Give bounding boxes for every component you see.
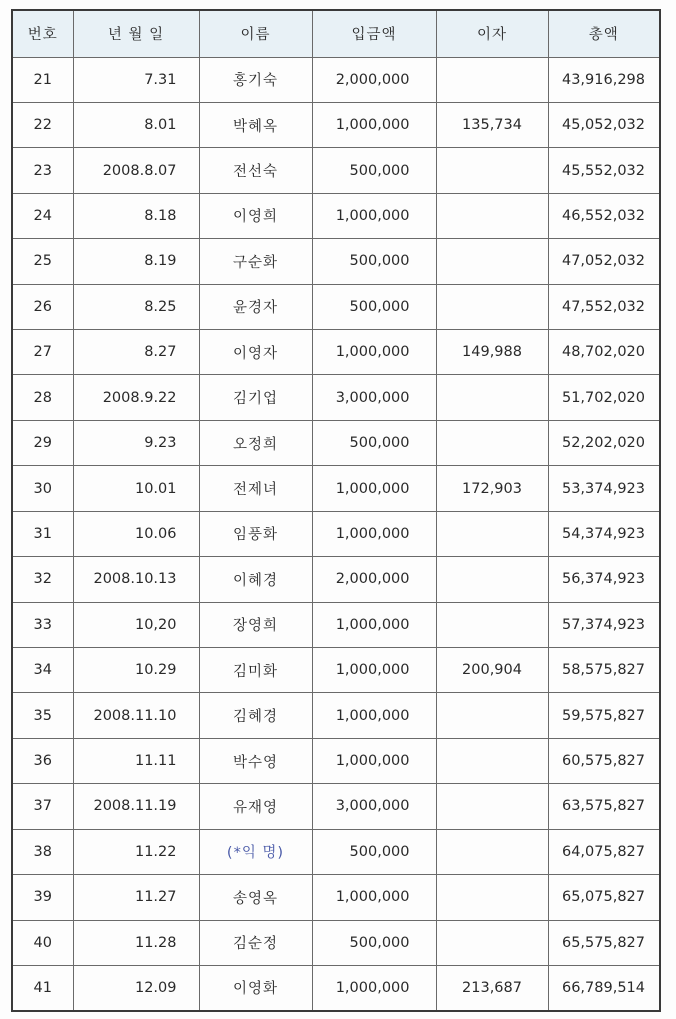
cell-no: 31 [12, 511, 73, 556]
deposit-ledger [11, 9, 659, 1012]
cell-total: 56,374,923 [548, 557, 660, 602]
cell-amount: 1,000,000 [312, 875, 436, 920]
cell-no: 25 [12, 239, 73, 284]
cell-date: 2008.11.10 [73, 693, 199, 738]
deposit-table [11, 9, 661, 1012]
cell-total: 51,702,020 [548, 375, 660, 420]
cell-no: 37 [12, 784, 73, 829]
cell-date: 10,20 [73, 602, 199, 647]
table-row [12, 738, 660, 783]
cell-total: 58,575,827 [548, 647, 660, 692]
cell-total: 65,075,827 [548, 875, 660, 920]
cell-interest [436, 420, 548, 465]
cell-no: 22 [12, 102, 73, 147]
cell-no: 21 [12, 57, 73, 102]
table-row [12, 965, 660, 1011]
table-row [12, 420, 660, 465]
cell-no: 23 [12, 148, 73, 193]
cell-amount: 1,000,000 [312, 602, 436, 647]
table-row [12, 193, 660, 238]
cell-amount: 3,000,000 [312, 375, 436, 420]
cell-amount: 1,000,000 [312, 466, 436, 511]
cell-amount: 500,000 [312, 148, 436, 193]
cell-interest [436, 602, 548, 647]
cell-name: 김미화 [199, 647, 312, 692]
cell-date: 10.01 [73, 466, 199, 511]
cell-name: (*익 명) [199, 829, 312, 874]
cell-name: 송영옥 [199, 875, 312, 920]
cell-amount: 2,000,000 [312, 57, 436, 102]
cell-interest [436, 875, 548, 920]
cell-interest [436, 693, 548, 738]
cell-no: 33 [12, 602, 73, 647]
cell-date: 8.18 [73, 193, 199, 238]
header-date: 년 월 일 [73, 10, 199, 57]
cell-total: 64,075,827 [548, 829, 660, 874]
cell-total: 53,374,923 [548, 466, 660, 511]
cell-amount: 3,000,000 [312, 784, 436, 829]
cell-name: 박수영 [199, 738, 312, 783]
cell-total: 59,575,827 [548, 693, 660, 738]
cell-interest [436, 557, 548, 602]
cell-interest [436, 239, 548, 284]
table-row [12, 239, 660, 284]
cell-name: 전선숙 [199, 148, 312, 193]
table-row [12, 148, 660, 193]
cell-amount: 1,000,000 [312, 647, 436, 692]
cell-name: 윤경자 [199, 284, 312, 329]
cell-amount: 2,000,000 [312, 557, 436, 602]
cell-total: 45,052,032 [548, 102, 660, 147]
cell-amount: 1,000,000 [312, 102, 436, 147]
cell-date: 2008.10.13 [73, 557, 199, 602]
cell-date: 8.25 [73, 284, 199, 329]
cell-no: 40 [12, 920, 73, 965]
cell-total: 60,575,827 [548, 738, 660, 783]
cell-amount: 500,000 [312, 920, 436, 965]
cell-no: 32 [12, 557, 73, 602]
cell-date: 11.27 [73, 875, 199, 920]
cell-total: 43,916,298 [548, 57, 660, 102]
cell-interest: 149,988 [436, 330, 548, 375]
cell-name: 김순정 [199, 920, 312, 965]
table-row [12, 920, 660, 965]
table-row [12, 57, 660, 102]
cell-name: 장영희 [199, 602, 312, 647]
cell-total: 47,052,032 [548, 239, 660, 284]
cell-name: 이영희 [199, 193, 312, 238]
cell-name: 이영자 [199, 330, 312, 375]
cell-interest [436, 920, 548, 965]
cell-name: 이영화 [199, 965, 312, 1011]
cell-name: 김기업 [199, 375, 312, 420]
cell-no: 26 [12, 284, 73, 329]
cell-name: 전제녀 [199, 466, 312, 511]
cell-interest [436, 57, 548, 102]
cell-date: 8.27 [73, 330, 199, 375]
cell-no: 36 [12, 738, 73, 783]
cell-interest [436, 148, 548, 193]
cell-no: 30 [12, 466, 73, 511]
table-row [12, 647, 660, 692]
cell-name: 유재영 [199, 784, 312, 829]
cell-date: 10.06 [73, 511, 199, 556]
cell-no: 41 [12, 965, 73, 1011]
cell-name: 임풍화 [199, 511, 312, 556]
cell-date: 10.29 [73, 647, 199, 692]
cell-no: 29 [12, 420, 73, 465]
cell-name: 홍기숙 [199, 57, 312, 102]
table-row [12, 284, 660, 329]
cell-no: 38 [12, 829, 73, 874]
cell-amount: 1,000,000 [312, 738, 436, 783]
cell-date: 8.19 [73, 239, 199, 284]
cell-interest [436, 784, 548, 829]
cell-amount: 1,000,000 [312, 511, 436, 556]
header-total: 총액 [548, 10, 660, 57]
cell-amount: 500,000 [312, 239, 436, 284]
cell-total: 52,202,020 [548, 420, 660, 465]
cell-no: 35 [12, 693, 73, 738]
cell-name: 이혜경 [199, 557, 312, 602]
cell-interest [436, 511, 548, 556]
cell-date: 11.28 [73, 920, 199, 965]
table-row [12, 602, 660, 647]
header-no: 번호 [12, 10, 73, 57]
table-row [12, 511, 660, 556]
cell-total: 45,552,032 [548, 148, 660, 193]
table-row [12, 466, 660, 511]
table-row [12, 829, 660, 874]
cell-total: 48,702,020 [548, 330, 660, 375]
cell-no: 28 [12, 375, 73, 420]
cell-interest [436, 193, 548, 238]
cell-total: 47,552,032 [548, 284, 660, 329]
cell-interest [436, 738, 548, 783]
cell-date: 2008.11.19 [73, 784, 199, 829]
cell-interest: 135,734 [436, 102, 548, 147]
cell-date: 12.09 [73, 965, 199, 1011]
table-row [12, 557, 660, 602]
cell-amount: 500,000 [312, 284, 436, 329]
cell-amount: 1,000,000 [312, 193, 436, 238]
cell-date: 11.11 [73, 738, 199, 783]
cell-amount: 1,000,000 [312, 693, 436, 738]
cell-name: 박혜옥 [199, 102, 312, 147]
cell-interest: 200,904 [436, 647, 548, 692]
cell-total: 66,789,514 [548, 965, 660, 1011]
header-interest: 이자 [436, 10, 548, 57]
cell-name: 구순화 [199, 239, 312, 284]
table-body [12, 57, 660, 1011]
table-row [12, 784, 660, 829]
cell-amount: 500,000 [312, 420, 436, 465]
cell-amount: 1,000,000 [312, 330, 436, 375]
cell-no: 27 [12, 330, 73, 375]
table-row [12, 375, 660, 420]
cell-date: 8.01 [73, 102, 199, 147]
header-name: 이름 [199, 10, 312, 57]
cell-no: 39 [12, 875, 73, 920]
table-row [12, 330, 660, 375]
cell-interest: 213,687 [436, 965, 548, 1011]
cell-interest [436, 829, 548, 874]
cell-total: 57,374,923 [548, 602, 660, 647]
cell-date: 7.31 [73, 57, 199, 102]
cell-date: 2008.8.07 [73, 148, 199, 193]
cell-total: 46,552,032 [548, 193, 660, 238]
cell-date: 2008.9.22 [73, 375, 199, 420]
cell-interest [436, 284, 548, 329]
cell-interest [436, 375, 548, 420]
table-row [12, 693, 660, 738]
cell-name: 김혜경 [199, 693, 312, 738]
table-row [12, 102, 660, 147]
cell-total: 65,575,827 [548, 920, 660, 965]
cell-interest: 172,903 [436, 466, 548, 511]
cell-amount: 1,000,000 [312, 965, 436, 1011]
table-row [12, 875, 660, 920]
cell-no: 34 [12, 647, 73, 692]
header-amount: 입금액 [312, 10, 436, 57]
cell-total: 63,575,827 [548, 784, 660, 829]
cell-date: 11.22 [73, 829, 199, 874]
cell-name: 오정희 [199, 420, 312, 465]
cell-total: 54,374,923 [548, 511, 660, 556]
header-row [12, 10, 660, 57]
cell-date: 9.23 [73, 420, 199, 465]
cell-no: 24 [12, 193, 73, 238]
cell-amount: 500,000 [312, 829, 436, 874]
